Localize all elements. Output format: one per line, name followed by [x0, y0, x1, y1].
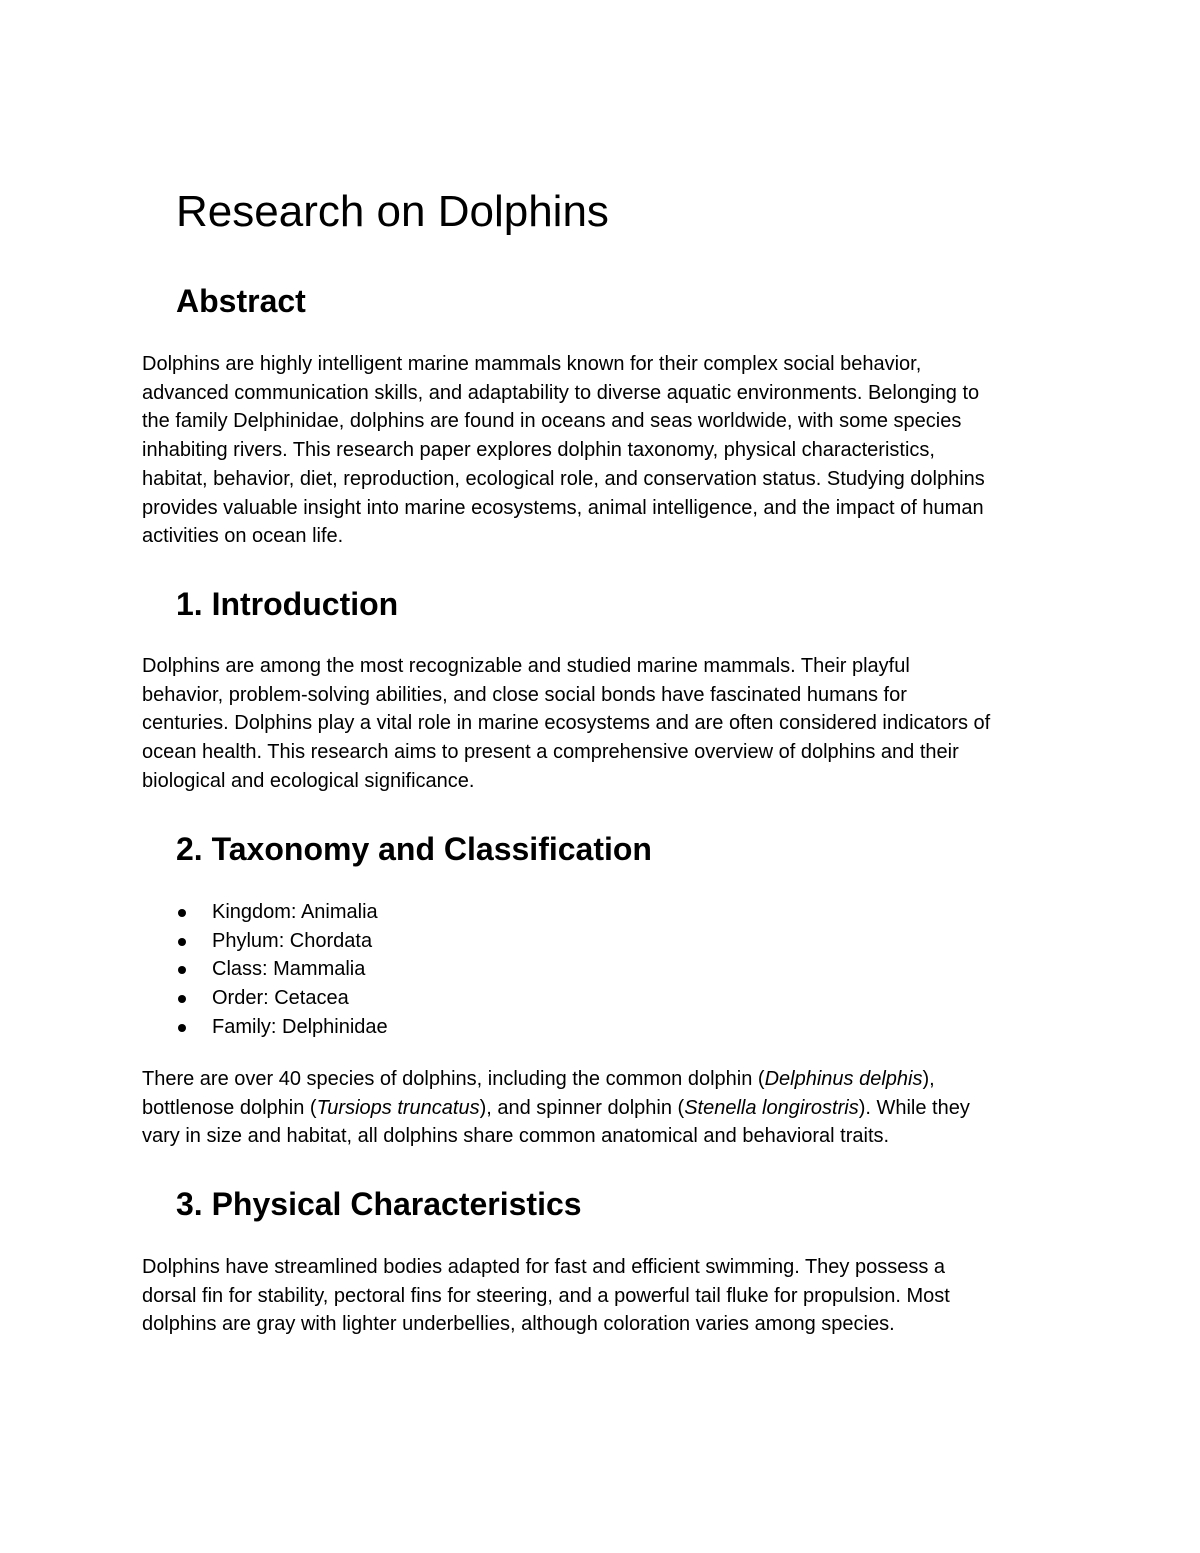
taxonomy-paragraph: [142, 1065, 1062, 1151]
introduction-paragraph: [142, 652, 1062, 796]
text-run: ),: [922, 1068, 935, 1090]
taxonomy-heading: 2. Taxonomy and Classification: [176, 831, 652, 867]
bullet-icon: [178, 909, 186, 917]
taxonomy-list: [142, 898, 388, 1042]
text-run: There are over 40 species of dolphins, including the common dolphin (: [142, 1068, 765, 1090]
introduction-line: ocean health. This research aims to present a comprehensive overview of dolphins and their: [142, 741, 959, 764]
introduction-line: Dolphins are among the most recognizable and studied marine mammals. Their playful: [142, 655, 910, 677]
introduction-line: centuries. Dolphins play a vital role in marine ecosystems and are often considered indicators of: [142, 712, 991, 735]
physical-heading: 3. Physical Characteristics: [176, 1186, 582, 1222]
list-item: [142, 984, 388, 1013]
text-run: ). While they: [858, 1096, 970, 1119]
physical-line: dorsal fin for stability, pectoral fins for steering, and a powerful tail fluke for propulsion. Most: [142, 1284, 950, 1307]
taxonomy-line: vary in size and habitat, all dolphins share common anatomical and behavioral traits.: [142, 1125, 890, 1148]
introduction-line: behavior, problem-solving abilities, and close social bonds have fascinated humans for: [142, 683, 907, 706]
physical-line: dolphins are gray with lighter underbellies, although coloration varies among species.: [142, 1313, 895, 1336]
list-item: [142, 955, 388, 984]
text-run: ), and spinner dolphin (: [479, 1096, 685, 1119]
introduction-heading: 1. Introduction: [176, 586, 399, 622]
list-item-text: Family: Delphinidae: [212, 1015, 388, 1038]
abstract-line: the family Delphinidae, dolphins are found in oceans and seas worldwide, with some species: [142, 410, 962, 433]
scientific-name: Stenella longirostris: [684, 1096, 859, 1119]
list-item: [142, 898, 388, 927]
physical-paragraph: [142, 1253, 1062, 1339]
list-item: [142, 1013, 388, 1042]
list-item-text: Class: Mammalia: [212, 958, 366, 981]
abstract-line: Dolphins are highly intelligent marine mammals known for their complex social behavior,: [142, 353, 922, 375]
taxonomy-line: [142, 1065, 1062, 1094]
taxonomy-line: [142, 1094, 1062, 1123]
abstract-heading: Abstract: [176, 283, 306, 319]
bullet-icon: [178, 938, 186, 946]
document-title: Research on Dolphins: [176, 187, 609, 236]
bullet-icon: [178, 995, 186, 1003]
list-item-text: Order: Cetacea: [212, 987, 349, 1010]
physical-line: Dolphins have streamlined bodies adapted for fast and efficient swimming. They possess a: [142, 1256, 946, 1278]
list-item: [142, 927, 388, 956]
scientific-name: Delphinus delphis: [764, 1068, 923, 1090]
abstract-line: inhabiting rivers. This research paper explores dolphin taxonomy, physical characteristics,: [142, 439, 935, 462]
list-item-text: Kingdom: Animalia: [212, 901, 378, 923]
bullet-icon: [178, 966, 186, 974]
list-item-text: Phylum: Chordata: [212, 929, 373, 952]
abstract-line: habitat, behavior, diet, reproduction, ecological role, and conservation status. Studying dolphins: [142, 467, 985, 490]
bullet-icon: [178, 1024, 186, 1032]
abstract-paragraph: [142, 350, 1062, 551]
abstract-line: provides valuable insight into marine ecosystems, animal intelligence, and the impact of human: [142, 496, 984, 519]
introduction-line: biological and ecological significance.: [142, 769, 475, 792]
text-run: bottlenose dolphin (: [142, 1096, 317, 1119]
abstract-line: activities on ocean life.: [142, 525, 344, 548]
abstract-line: advanced communication skills, and adaptability to diverse aquatic environments. Belonging to: [142, 381, 980, 404]
scientific-name: Tursiops truncatus: [316, 1096, 480, 1119]
